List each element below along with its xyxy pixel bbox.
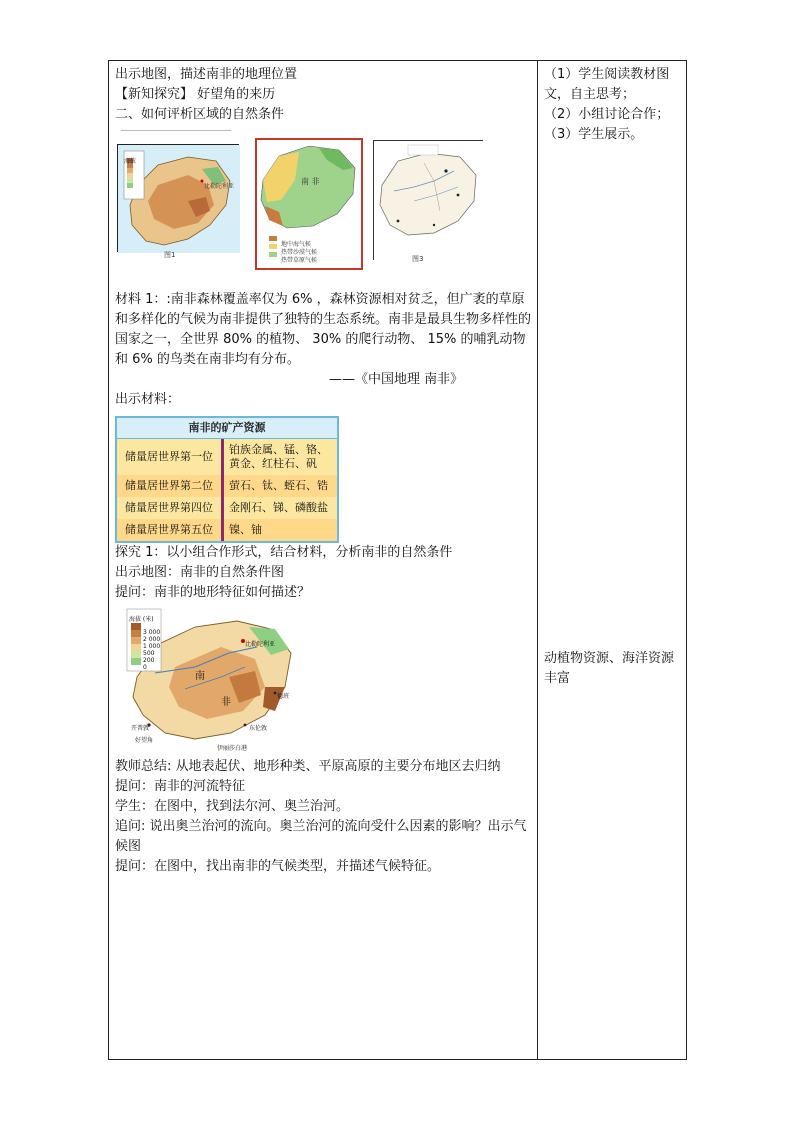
relief-legend-value: 3 000 <box>143 629 161 636</box>
question-3-text: 提问：在图中，找出南非的气候类型，并描述气候特征。 <box>115 859 441 874</box>
text-line-3: 二、如何评析区域的自然条件 <box>115 107 285 122</box>
resources-note: 动植物资源、海洋资源丰富 <box>544 651 675 686</box>
map1-legend-title: 海拔 <box>124 158 137 165</box>
student-step-2: （2）小组讨论合作； <box>544 107 670 122</box>
student-text: 学生：在图中，找到法尔河、奥兰治河。 <box>115 799 350 814</box>
explore-1-text: 探究 1：以小组合作形式，结合材料，分析南非的自然条件 <box>115 545 453 560</box>
relief-label-country-b: 非 <box>221 697 231 708</box>
student-step-1: （1）学生阅读教材图文，自主思考； <box>544 67 670 102</box>
mineral-items: 铂族金属、锰、铬、黄金、红柱石、矾 <box>229 443 328 470</box>
city-map-image <box>374 141 484 261</box>
map1-city-label: 比勒陀利亚 <box>204 183 235 190</box>
relief-label-east-london: 东伦敦 <box>249 725 268 732</box>
mineral-rank: 储量居世界第二位 <box>117 475 224 497</box>
student-step-3: （3）学生展示。 <box>544 127 644 142</box>
relief-legend-value: 200 <box>143 657 155 664</box>
text-line-2: 【新知探究】 好望角的来历 <box>115 87 276 102</box>
mineral-rank: 储量居世界第五位 <box>117 519 224 541</box>
relief-map-image-1 <box>118 145 240 253</box>
question-1-text: 提问：南非的地形特征如何描述？ <box>115 585 311 600</box>
lesson-table <box>108 60 687 1060</box>
relief-label-durban: 德班 <box>277 693 290 700</box>
map2-legend-2: 热带沙漠气候 <box>281 249 318 256</box>
map1-caption: 图1 <box>164 251 176 259</box>
map2-legend-3: 热带草原气候 <box>281 257 318 264</box>
material-citation: ——《中国地理 南非》 <box>329 372 464 387</box>
relief-label-cape-of-good-hope: 好望角 <box>135 737 154 744</box>
mineral-items: 镍、铀 <box>229 523 262 536</box>
maps-row <box>115 138 533 288</box>
map2-country-label: 南 非 <box>301 177 320 186</box>
map3-caption: 图3 <box>412 255 424 263</box>
relief-legend-value: 2 000 <box>143 636 161 643</box>
mineral-resources-table <box>115 416 339 543</box>
relief-label-cape: 开普敦 <box>131 725 150 732</box>
relief-map-figure <box>125 607 301 751</box>
map-figure-1 <box>117 144 239 259</box>
mineral-row <box>117 475 337 497</box>
question-2-text: 提问：南非的河流特征 <box>115 779 246 794</box>
followup-text: 追问: 说出奥兰治河的流向。奥兰治河的流向受什么因素的影响？出示气候图 <box>115 819 527 854</box>
teacher-activity-column <box>115 65 533 877</box>
map-figure-3 <box>373 140 483 263</box>
mineral-items: 萤石、钛、蛭石、锆 <box>229 479 328 492</box>
relief-legend-value: 1 000 <box>143 643 161 650</box>
mineral-row <box>117 439 337 475</box>
student-activity-column <box>544 65 684 686</box>
column-divider <box>537 61 538 1059</box>
map-figure-2 <box>255 138 363 270</box>
mineral-table-body <box>117 439 337 541</box>
relief-legend-title: 海拔 (米) <box>129 616 154 623</box>
mineral-row <box>117 519 337 541</box>
mineral-table-title: 南非的矿产资源 <box>117 418 337 439</box>
relief-legend-value: 0 <box>143 664 147 671</box>
show-material-label: 出示材料： <box>115 392 181 407</box>
image-divider <box>121 130 231 132</box>
show-map-text: 出示地图：南非的自然条件图 <box>115 565 285 580</box>
relief-label-country-a: 南 <box>195 671 205 682</box>
mineral-rank: 储量居世界第一位 <box>117 439 224 475</box>
text-line-1: 出示地图，描述南非的地理位置 <box>115 67 298 82</box>
mineral-row <box>117 497 337 519</box>
mineral-rank: 储量居世界第四位 <box>117 497 224 519</box>
relief-label-pretoria: 比勒陀利亚 <box>245 641 276 648</box>
teacher-summary-text: 教师总结: 从地表起伏、地形种类、平原高原的主要分布地区去归纳 <box>115 759 501 774</box>
mineral-items: 金刚石、锑、磷酸盐 <box>229 501 328 514</box>
relief-legend-value: 500 <box>143 650 155 657</box>
map2-legend-1: 地中海气候 <box>281 241 312 248</box>
material-1-paragraph: 材料 1：:南非森林覆盖率仅为 6% ，森林资源相对贫乏，但广袤的草原和多样化的气候为南非提供了独特的生态系统。南非是最具生物多样性的国家之一，全世界 80% 的植物、 30% 的爬行动物、 15% 的哺乳动物和 6% 的鸟类在南非均有分布。 <box>115 292 532 367</box>
relief-label-port-elizabeth: 伊丽莎白港 <box>217 745 248 752</box>
